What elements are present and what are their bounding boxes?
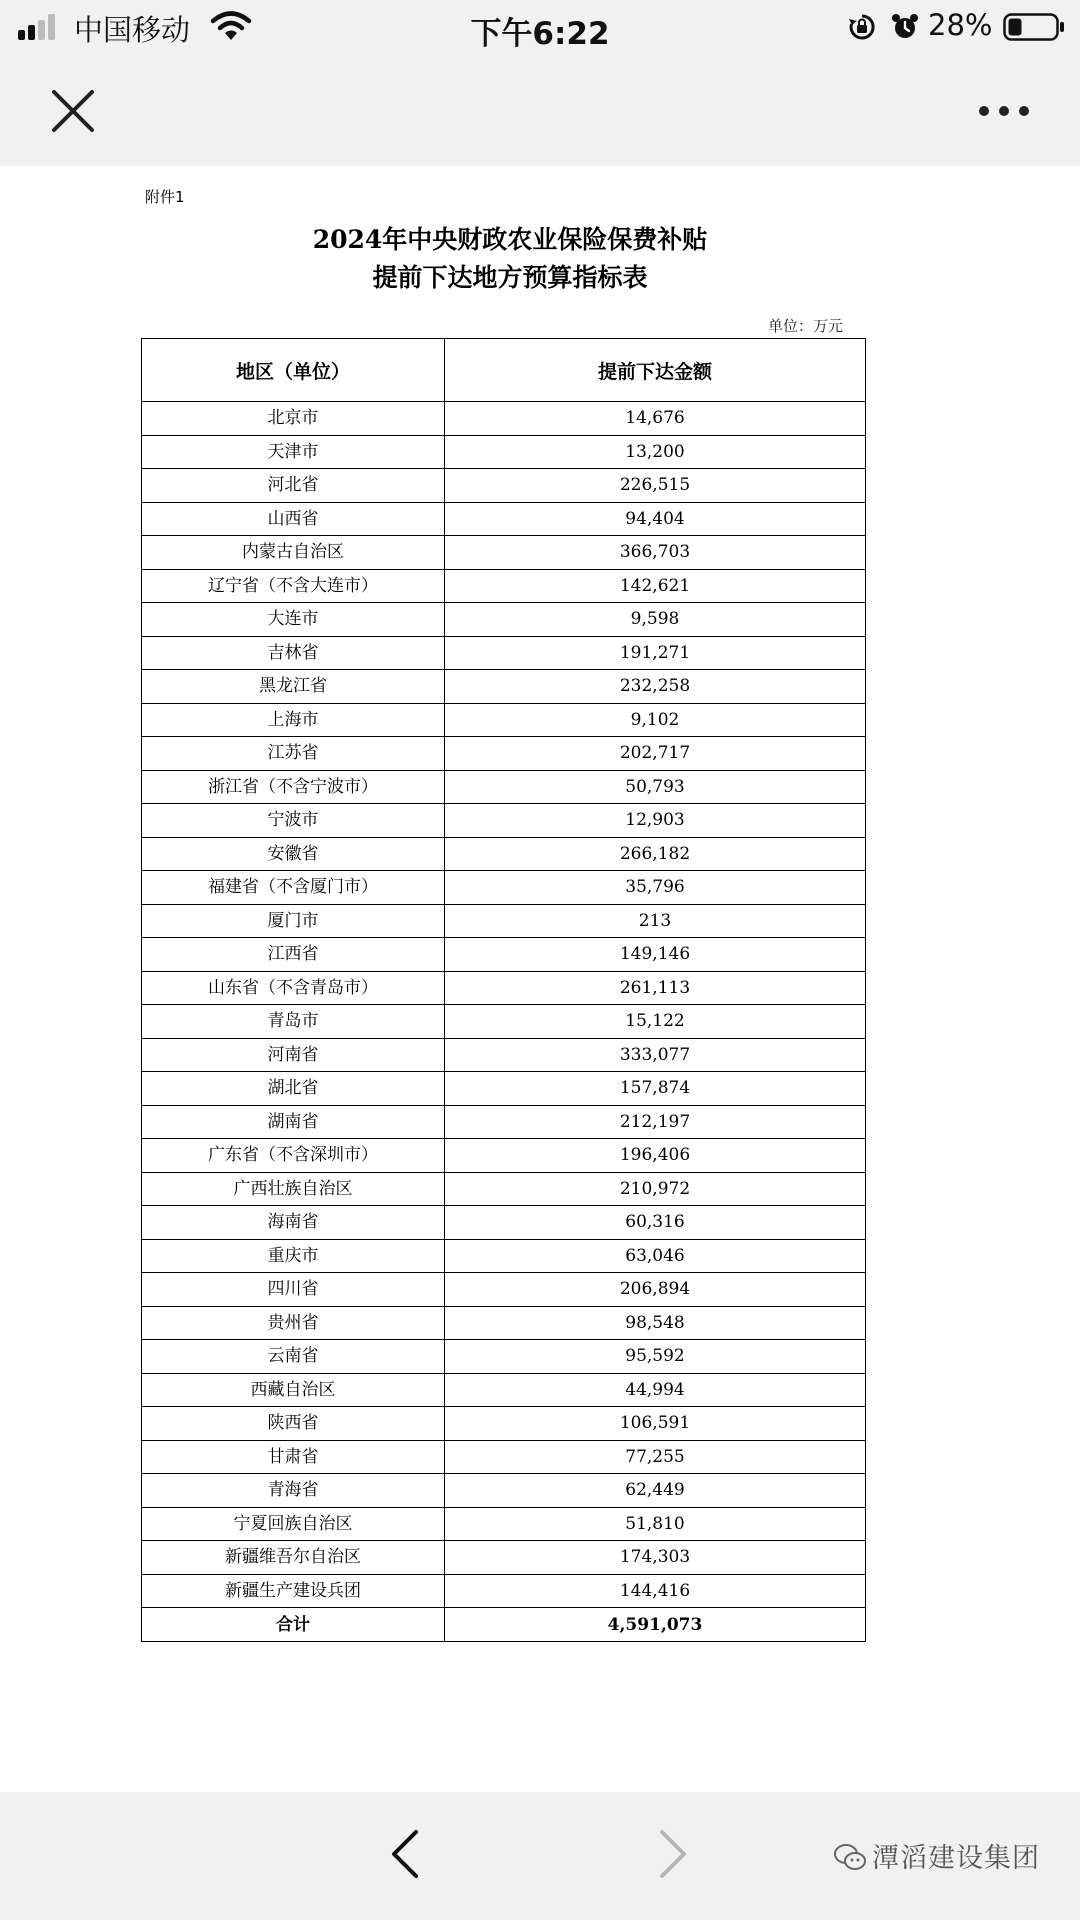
- amount-cell: 14,676: [445, 402, 866, 436]
- wechat-logo-icon: [833, 1842, 867, 1872]
- region-cell: 湖南省: [142, 1105, 445, 1139]
- nav-bar: [0, 56, 1080, 166]
- table-row: [142, 938, 866, 972]
- amount-cell: 62,449: [445, 1474, 866, 1508]
- region-cell: 青海省: [142, 1474, 445, 1508]
- table-row: [142, 469, 866, 503]
- attachment-label: 附件1: [145, 188, 185, 206]
- close-icon[interactable]: [46, 84, 100, 138]
- table-row: [142, 837, 866, 871]
- table-row: [142, 569, 866, 603]
- region-cell: 新疆维吾尔自治区: [142, 1541, 445, 1575]
- region-cell: 浙江省（不含宁波市）: [142, 770, 445, 804]
- amount-cell: 142,621: [445, 569, 866, 603]
- table-row: [142, 502, 866, 536]
- amount-cell: 157,874: [445, 1072, 866, 1106]
- status-bar: [0, 0, 1080, 56]
- amount-cell: 232,258: [445, 670, 866, 704]
- header-amount: 提前下达金额: [445, 339, 866, 402]
- region-cell: 山东省（不含青岛市）: [142, 971, 445, 1005]
- region-cell: 安徽省: [142, 837, 445, 871]
- amount-cell: 213: [445, 904, 866, 938]
- region-cell: 吉林省: [142, 636, 445, 670]
- table-row: [142, 871, 866, 905]
- region-cell: 上海市: [142, 703, 445, 737]
- total-label: 合计: [142, 1608, 445, 1642]
- amount-cell: 206,894: [445, 1273, 866, 1307]
- region-cell: 云南省: [142, 1340, 445, 1374]
- region-cell: 青岛市: [142, 1005, 445, 1039]
- table-row: [142, 603, 866, 637]
- table-row: [142, 770, 866, 804]
- region-cell: 甘肃省: [142, 1440, 445, 1474]
- document-title-line1: 2024年中央财政农业保险保费补贴: [312, 225, 708, 254]
- amount-cell: 261,113: [445, 971, 866, 1005]
- table-row: [142, 1541, 866, 1575]
- region-cell: 新疆生产建设兵团: [142, 1574, 445, 1608]
- document-page: [0, 166, 1080, 1792]
- rotation-lock-icon: [848, 13, 876, 41]
- table-row: [142, 703, 866, 737]
- amount-cell: 50,793: [445, 770, 866, 804]
- amount-cell: 366,703: [445, 536, 866, 570]
- table-row: [142, 1273, 866, 1307]
- table-row: [142, 1574, 866, 1608]
- table-row: [142, 804, 866, 838]
- table-row: [142, 1306, 866, 1340]
- unit-label: 单位：万元: [768, 317, 844, 335]
- amount-cell: 202,717: [445, 737, 866, 771]
- carrier-name: 中国移动: [74, 13, 191, 47]
- region-cell: 海南省: [142, 1206, 445, 1240]
- region-cell: 河南省: [142, 1038, 445, 1072]
- battery-percent: 28%: [928, 8, 993, 42]
- region-cell: 重庆市: [142, 1239, 445, 1273]
- amount-cell: 196,406: [445, 1139, 866, 1173]
- region-cell: 宁夏回族自治区: [142, 1507, 445, 1541]
- region-cell: 厦门市: [142, 904, 445, 938]
- region-cell: 河北省: [142, 469, 445, 503]
- battery-icon: [1003, 13, 1065, 41]
- amount-cell: 9,598: [445, 603, 866, 637]
- amount-cell: 212,197: [445, 1105, 866, 1139]
- amount-cell: 144,416: [445, 1574, 866, 1608]
- table-row: [142, 536, 866, 570]
- region-cell: 山西省: [142, 502, 445, 536]
- table-row: [142, 1340, 866, 1374]
- header-region: 地区（单位）: [142, 339, 445, 402]
- table-header-row: [142, 339, 866, 402]
- region-cell: 广东省（不含深圳市）: [142, 1139, 445, 1173]
- watermark-text: 潭滔建设集团: [872, 1843, 1040, 1874]
- table-row: [142, 435, 866, 469]
- amount-cell: 94,404: [445, 502, 866, 536]
- table-row: [142, 1072, 866, 1106]
- amount-cell: 210,972: [445, 1172, 866, 1206]
- region-cell: 四川省: [142, 1273, 445, 1307]
- table-row: [142, 1239, 866, 1273]
- table-row: [142, 636, 866, 670]
- amount-cell: 60,316: [445, 1206, 866, 1240]
- amount-cell: 106,591: [445, 1407, 866, 1441]
- table-row: [142, 1440, 866, 1474]
- total-amount: 4,591,073: [445, 1608, 866, 1642]
- alarm-icon: [890, 12, 920, 42]
- amount-cell: 266,182: [445, 837, 866, 871]
- region-cell: 宁波市: [142, 804, 445, 838]
- region-cell: 陕西省: [142, 1407, 445, 1441]
- amount-cell: 15,122: [445, 1005, 866, 1039]
- amount-cell: 51,810: [445, 1507, 866, 1541]
- bottom-toolbar: [0, 1792, 1080, 1920]
- amount-cell: 149,146: [445, 938, 866, 972]
- table-row: [142, 402, 866, 436]
- table-row: [142, 1038, 866, 1072]
- table-row: [142, 1373, 866, 1407]
- more-icon[interactable]: [976, 94, 1032, 128]
- region-cell: 大连市: [142, 603, 445, 637]
- region-cell: 黑龙江省: [142, 670, 445, 704]
- amount-cell: 98,548: [445, 1306, 866, 1340]
- amount-cell: 9,102: [445, 703, 866, 737]
- document-title-line2: 提前下达地方预算指标表: [372, 263, 648, 292]
- region-cell: 福建省（不含厦门市）: [142, 871, 445, 905]
- region-cell: 天津市: [142, 435, 445, 469]
- amount-cell: 95,592: [445, 1340, 866, 1374]
- budget-table: [141, 338, 866, 1642]
- table-row: [142, 971, 866, 1005]
- region-cell: 湖北省: [142, 1072, 445, 1106]
- region-cell: 北京市: [142, 402, 445, 436]
- table-row: [142, 1206, 866, 1240]
- amount-cell: 174,303: [445, 1541, 866, 1575]
- amount-cell: 333,077: [445, 1038, 866, 1072]
- amount-cell: 77,255: [445, 1440, 866, 1474]
- table-row: [142, 1474, 866, 1508]
- region-cell: 贵州省: [142, 1306, 445, 1340]
- amount-cell: 191,271: [445, 636, 866, 670]
- forward-icon[interactable]: [652, 1828, 692, 1880]
- region-cell: 江西省: [142, 938, 445, 972]
- table-row: [142, 670, 866, 704]
- table-row: [142, 737, 866, 771]
- table-total-row: [142, 1608, 866, 1642]
- amount-cell: 63,046: [445, 1239, 866, 1273]
- region-cell: 江苏省: [142, 737, 445, 771]
- back-icon[interactable]: [386, 1828, 426, 1880]
- table-row: [142, 904, 866, 938]
- table-row: [142, 1139, 866, 1173]
- region-cell: 广西壮族自治区: [142, 1172, 445, 1206]
- amount-cell: 12,903: [445, 804, 866, 838]
- table-body: [142, 402, 866, 1608]
- region-cell: 西藏自治区: [142, 1373, 445, 1407]
- table-row: [142, 1407, 866, 1441]
- table-row: [142, 1172, 866, 1206]
- amount-cell: 35,796: [445, 871, 866, 905]
- table-row: [142, 1105, 866, 1139]
- amount-cell: 226,515: [445, 469, 866, 503]
- amount-cell: 13,200: [445, 435, 866, 469]
- amount-cell: 44,994: [445, 1373, 866, 1407]
- region-cell: 内蒙古自治区: [142, 536, 445, 570]
- table-row: [142, 1005, 866, 1039]
- region-cell: 辽宁省（不含大连市）: [142, 569, 445, 603]
- table-row: [142, 1507, 866, 1541]
- status-time: 下午6:22: [470, 16, 610, 52]
